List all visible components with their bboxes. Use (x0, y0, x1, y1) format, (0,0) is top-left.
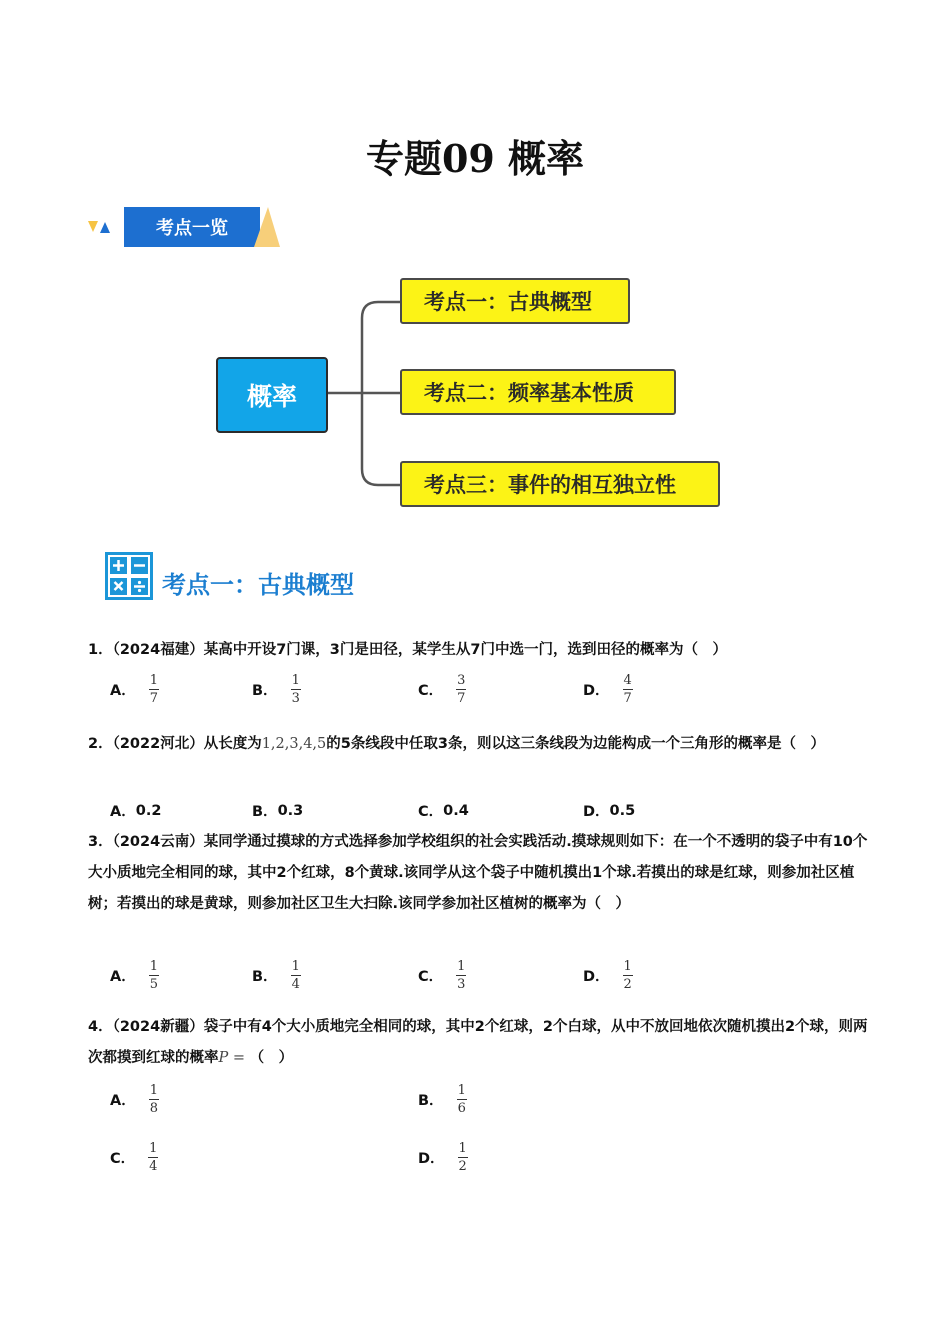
option-1d[interactable]: D． $\frac{4}{7}$ (583, 673, 632, 706)
math-variable: P (218, 1050, 229, 1066)
question-number: 1． (88, 642, 113, 658)
option-1b[interactable]: B． $\frac{1}{3}$ (252, 673, 300, 706)
option-4c[interactable]: C． $\frac{1}{4}$ (110, 1141, 158, 1174)
option-2d[interactable]: D． 0.5 (583, 802, 636, 820)
overview-banner: 考点一览 (124, 207, 260, 247)
mindmap-node-1: 考点一：古典概型 (400, 278, 630, 324)
question-number: 3． (88, 834, 113, 850)
page-title: 专题09 概率 (365, 136, 585, 181)
option-2b[interactable]: B． 0.3 (252, 802, 304, 820)
mindmap-node-2: 考点二：频率基本性质 (400, 369, 676, 415)
option-4d[interactable]: D． $\frac{1}{2}$ (418, 1141, 467, 1174)
question-number: 4． (88, 1019, 113, 1035)
option-3c[interactable]: C． $\frac{1}{3}$ (418, 959, 466, 992)
option-2c[interactable]: C． 0.4 (418, 802, 469, 820)
mindmap-root: 概率 (216, 357, 328, 433)
section-title: 考点一：古典概型 (162, 571, 354, 599)
option-4b[interactable]: B． $\frac{1}{6}$ (418, 1083, 466, 1116)
calculator-icon (105, 552, 153, 600)
question-number: 2． (88, 736, 113, 752)
question-text: （2024福建）某高中开设7门课，3门是田径，某学生从7门中选一门，选到田径的概率为（ ） (112, 642, 727, 658)
option-4a[interactable]: A． $\frac{1}{8}$ (110, 1083, 159, 1116)
question-1 (88, 635, 868, 666)
question-4: 4．（2024新疆）袋子中有4个大小质地完全相同的球，其中2个红球，2个白球，从中不放回地依次随机摸出2个球，则两次都摸到红球的概率P = （ ） (88, 1019, 868, 1066)
option-3a[interactable]: A． $\frac{1}{5}$ (110, 959, 159, 992)
question-text: （2024云南）某同学通过摸球的方式选择参加学校组织的社会实践活动.摸球规则如下：在一个不透明的袋子中有10个大小质地完全相同的球，其中2个红球，8个黄球.该同学从这个袋子中随机摸出1个球.若摸出的球是红球，则参加社区植树；若摸出的球是黄球，则参加社区卫生大扫除.该同学参加社区植树的概率为（ ） (88, 834, 868, 912)
math-expression: 1,2,3,4,5 (261, 736, 327, 752)
question-3 (88, 827, 868, 920)
option-2a[interactable]: A． 0.2 (110, 802, 162, 820)
option-3d[interactable]: D． $\frac{1}{2}$ (583, 959, 632, 992)
option-1c[interactable]: C． $\frac{3}{7}$ (418, 673, 466, 706)
option-3b[interactable]: B． $\frac{1}{4}$ (252, 959, 300, 992)
mindmap-node-3: 考点三：事件的相互独立性 (400, 461, 720, 507)
question-2: 2．（2022河北）从长度为1,2,3,4,5的5条线段中任取3条，则以这三条线段为边能构成一个三角形的概率是（ ） (88, 736, 825, 752)
option-1a[interactable]: A． $\frac{1}{7}$ (110, 673, 159, 706)
